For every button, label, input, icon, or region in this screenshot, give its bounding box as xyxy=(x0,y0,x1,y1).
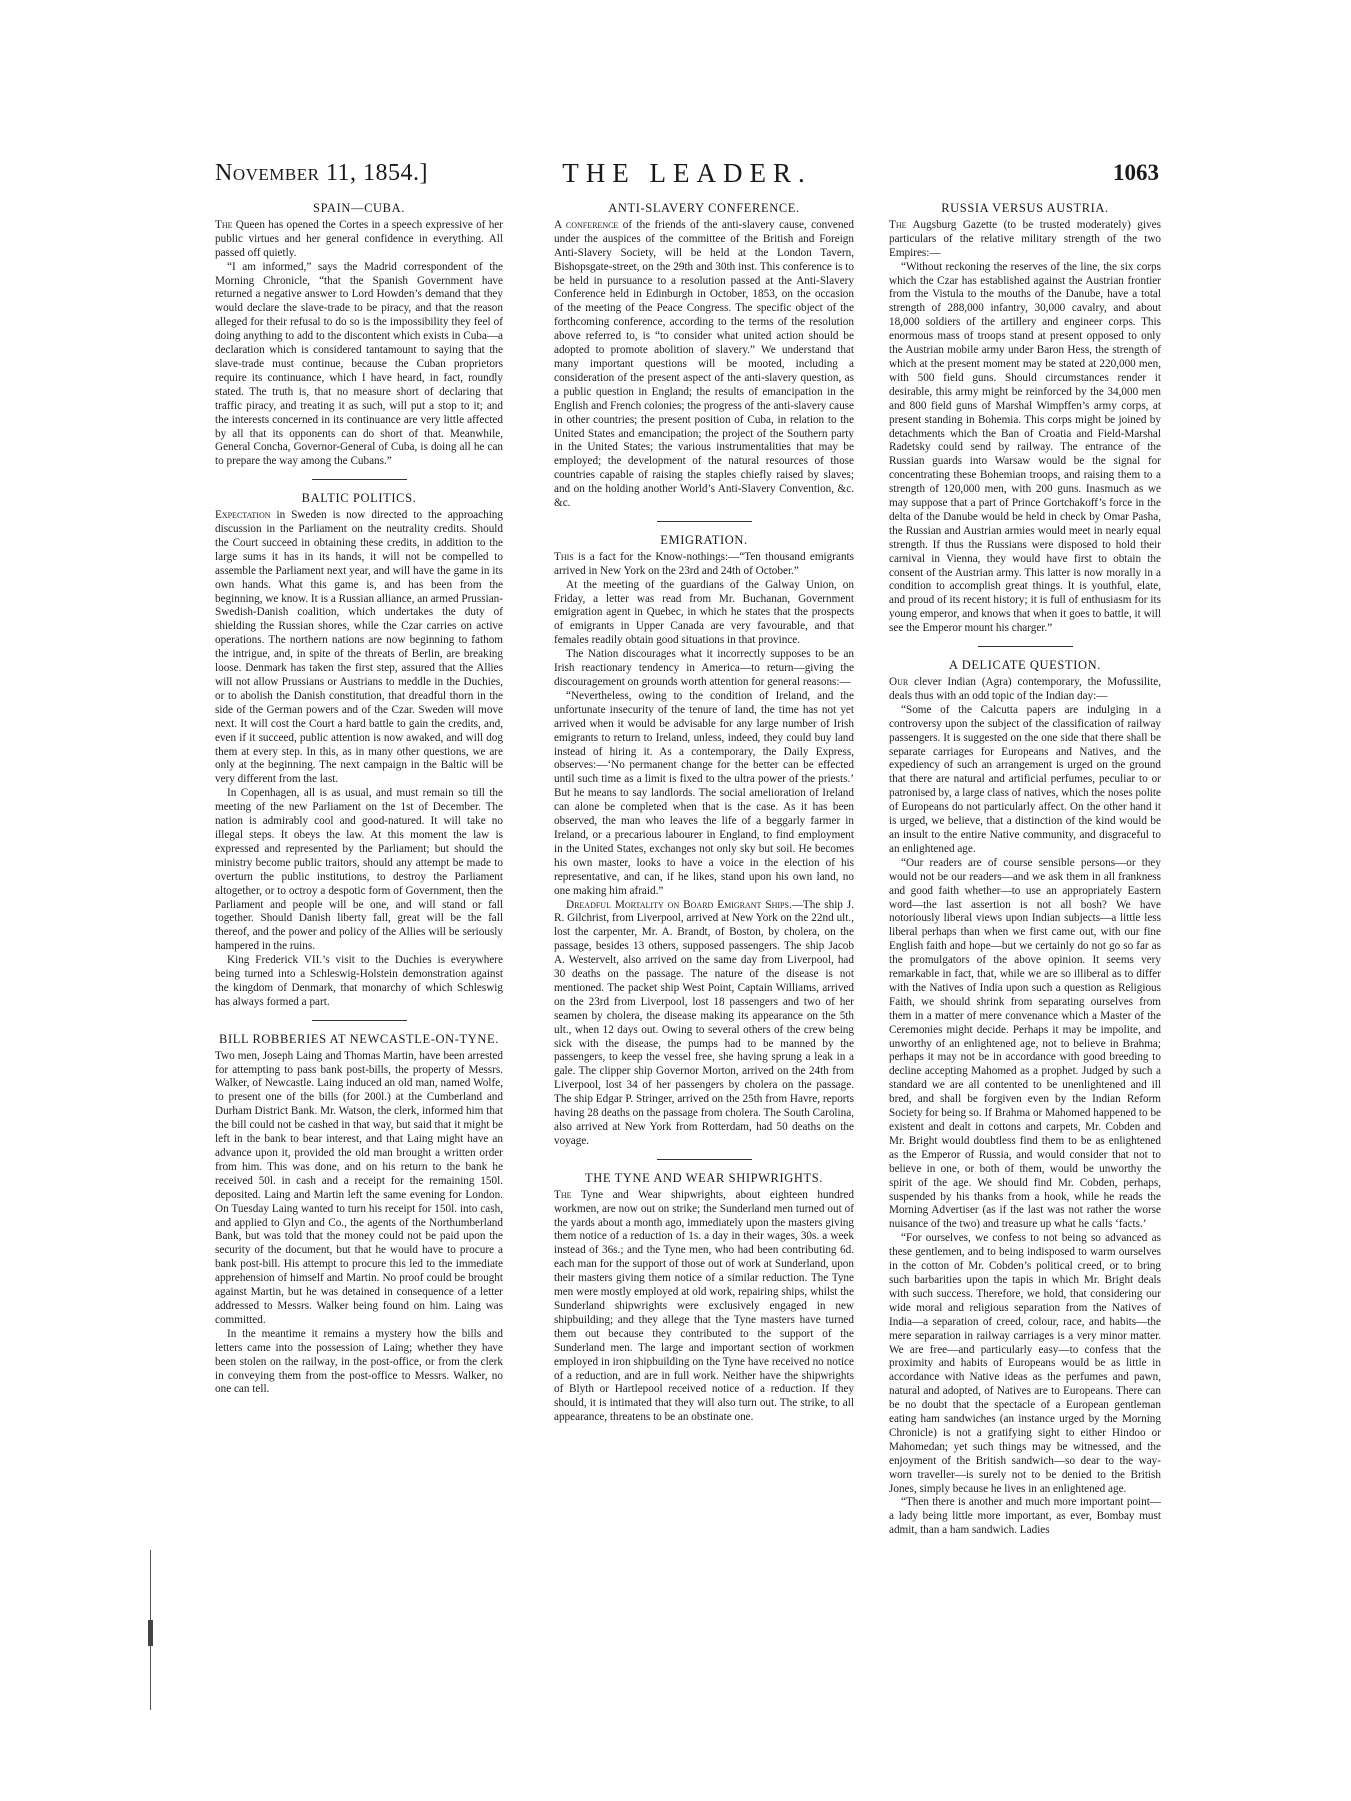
article-paragraph: In the meantime it remains a mystery how the bills and letters came into the possession of Laing; whether they have been stolen on the railway, in the post-office, or from the clerk in conveying them from the post-office to Messrs. Walker, no one can tell. xyxy=(215,1327,503,1396)
article-quote: “For ourselves, we confess to not being so advanced as these gentlemen, and to being indisposed to warm ourselves in the cotton of Mr. Cobden’s political creed, or to bring such barbarities upon the tapis in which Mr. Bright deals with such success. Therefore, we hold, that considering our wide moral and religious separation from the Natives of India—a separation of creed, colour, race, and habits—the mere separation in railway carriages is a very minor matter. We are free—and particularly easy—to confess that the proximity and habits of Europeans would be as little in accordance with Native ideas as the perfumes and pawn, natural and adopted, of Natives are to Europeans. There can be no doubt that the spectacle of a European gentleman eating ham sandwiches (an instance urged by the Morning Chronicle) is not a gratifying sight to either Hindoo or Mahomedan; yet such things may be witnessed, and the enjoyment of the British sandwich—so dear to the way-worn traveller—is surely not to be denied to the British Jones, simply because he lives in an enlightened age. xyxy=(889,1232,1161,1495)
divider xyxy=(312,1020,407,1021)
article-title-tyne: THE TYNE AND WEAR SHIPWRIGHTS. xyxy=(584,1170,824,1185)
divider xyxy=(657,1159,752,1160)
article-paragraph: A conference of the friends of the anti-slavery cause, convened under the auspices of the committee of the British and Foreign Anti-Slavery Society, will be held at the London Tavern, Bishopsgate-street, on the 29th and 30th inst. This conference is to be held in pursuance to a resolution passed at the Anti-Slavery Conference held in Edinburgh in October, 1853, on the occasion of the meeting of the Peace Congress. The specific object of the forthcoming conference, according to the terms of the resolution above referred to, is “to consider what united action should be adopted to promote abolition of slavery.” We understand that many important questions will be mooted, including a consideration of the present aspect of the anti-slavery question, as a public question in England; the results of emancipation in the English and French colonies; the progress of the anti-slavery cause in other countries; the present position of Cuba, in relation to the United States and emancipation; the project of the Southern party in the United States; the various instrumentalities that may be employed; the development of the natural resources of those countries capable of raising the staples chiefly raised by slaves; and on the holding another World’s Anti-Slavery Convention, &c. &c. xyxy=(554,218,854,510)
margin-mark-blot xyxy=(148,1620,153,1646)
article-quote: “Then there is another and much more important point—a lady being little more important, as ever, Bombay must admit, than a ham sandwich. Ladies xyxy=(889,1496,1161,1537)
article-paragraph: Expectation in Sweden is now directed to the approaching discussion in the Parliament on the neutrality credits. Should the Court succeed in obtaining these credits, in addition to the large sums it has in its hands, it will not be compelled to assemble the Parliament next year, and will have the game in its own hands. What this game is, and has been from the beginning, we know. It is a Russian alliance, an armed Prussian-Swedish-Danish coalition, which undertakes the duty of shielding the Russian shores, while the Czar carries on active operations. The northern nations are now beginning to fathom the intrigue, and, in spite of the threats of Berlin, are breaking loose. Denmark has taken the first step, assured that the Allies will not allow Prussians or Austrians to meddle in the Duchies, or to abolish the Danish constitution, that dreadful thorn in the side of the German powers and of the Czar. Sweden will move next. It will cost the Court a hard battle to gain the credits, and, even if it succeed, public attention is now awaked, and will dog them at every step. In this, as in many other questions, we are only at the beginning. The next campaign in the Baltic will be very different from the last. xyxy=(215,509,503,786)
article-paragraph: At the meeting of the guardians of the Galway Union, on Friday, a letter was read from Mr. Buchanan, Government emigration agent in Quebec, in which he states that the prospects of emigrants in Upper Canada are very favourable, and that females readily obtain good situations in that province. xyxy=(554,578,854,647)
article-paragraph: The Tyne and Wear shipwrights, about eighteen hundred workmen, are now out on strike; the Sunderland men turned out of the yards about a month ago, immediately upon the masters giving them notice of a reduction of 1s. a day in their wages, 30s. a week instead of 36s.; and the Tyne men, who had been contributing 6d. each man for the support of those out of work at Sunderland, upon their masters giving them notice of a similar reduction. The Tyne men were mostly employed at old work, repairing ships, whilst the Sunderland shipwrights were exclusively engaged in new shipbuilding; and they allege that the Tyne masters have turned them out because they contributed to the support of the Sunderland men. The large and important section of workmen employed in iron shipbuilding on the Tyne have received no notice of a reduction, and are in full work. Neither have the shipwrights of Blyth or Hartlepool received notice of a reduction. If they should, it is intimated that they will also turn out. The strike, to all appearance, threatens to be an obstinate one. xyxy=(554,1188,854,1424)
article-title-russia: RUSSIA VERSUS AUSTRIA. xyxy=(941,201,1109,215)
column-right xyxy=(889,202,1161,1538)
article-quote: “Some of the Calcutta papers are indulging in a controversy upon the subject of the classification of railway passengers. It is suggested on the one side that there shall be separate carriages for Europeans and Natives, and the expediency of such an arrangement is urged on the ground that there are natural and artificial perfumes, peculiar to or patronised by, a large class of natives, which the noses polite of Europeans do not particularly affect. On the other hand it is urged, we believe, that a distinction of the kind would be an insult to the entire Native community, and disgraceful to an enlightened age. xyxy=(889,703,1161,855)
article-paragraph: Our clever Indian (Agra) contemporary, the Mofussilite, deals thus with an odd topic of the Indian day:— xyxy=(889,676,1161,702)
newspaper-title: THE LEADER. xyxy=(562,158,812,188)
column-left xyxy=(215,202,503,1397)
article-paragraph: This is a fact for the Know-nothings:—“Ten thousand emigrants arrived in New York on the 23rd and 24th of October.” xyxy=(554,550,854,577)
article-paragraph: The Augsburg Gazette (to be trusted moderately) gives particulars of the relative military strength of the two Empires:— xyxy=(889,218,1161,259)
article-paragraph: Dreadful Mortality on Board Emigrant Ships.—The ship J. R. Gilchrist, from Liverpool, arrived at New York on the 22nd ult., lost the carpenter, Mr. A. Brandt, of Boston, by cholera, on the passage, besides 13 others, supposed passengers. The ship Jacob A. Westervelt, also arrived on the same day from Liverpool, had 30 deaths on the passage. The nature of the disease is not mentioned. The packet ship West Point, Captain Williams, arrived on the 23rd from Liverpool, lost 18 passengers and two of her seamen by cholera, the disease making its appearance on the 5th ult., when 12 days out. Owing to several others of the crew being sick with the disease, the pumps had to be manned by the passengers, to keep the vessel free, she having sprung a leak in a gale. The clipper ship Governor Morton, arrived on the 24th from Liverpool, lost 34 of her passengers by cholera on the passage. The ship Edgar P. Stringer, arrived on the 25th from Havre, reports having 28 deaths on the passage from cholera. The South Carolina, also arrived at New York from Rotterdam, had 50 deaths on the voyage. xyxy=(554,898,854,1147)
issue-date: November 11, 1854.] xyxy=(215,160,429,186)
divider xyxy=(657,521,752,522)
divider xyxy=(978,646,1073,647)
article-quote: “Nevertheless, owing to the condition of Ireland, and the unfortunate insecurity of the tenure of land, the time has not yet arrived when it would be advisable for any large number of Irish emigrants to return to Ireland, unless, indeed, they could buy land instead of hiring it. As a contemporary, the Daily Express, observes:—‘No permanent change for the better can be effected until such time as a limit is fixed to the ultra power of the priests.’ But he means to say landlords. The social amelioration of Ireland can alone be completed when that is the case. As it has been observed, the man who leaves the life of a beggarly farmer in Ireland, or a precarious labourer in England, to find employment in the United States, exchanges not only sky but soil. He becomes his own master, looks to have a voice in the election of his representative, and can, if he likes, stand upon his own land, no one making him afraid.” xyxy=(554,689,854,897)
article-paragraph: King Frederick VII.’s visit to the Duchies is everywhere being turned into a Schleswig-Holstein demonstration against the kingdom of Denmark, that monarchy of which Schleswig has always formed a part. xyxy=(215,954,503,1008)
article-title-spain: SPAIN—CUBA. xyxy=(313,201,405,215)
article-paragraph: The Nation discourages what it incorrectly supposes to be an Irish reactionary tendency in America—to return—giving the discouragement on grounds worth attention for general reasons:— xyxy=(554,648,854,688)
article-paragraph: “I am informed,” says the Madrid correspondent of the Morning Chronicle, “that the Spanish Government have returned a negative answer to Lord Howden’s demand that they would declare the slave-trade to be piracy, and that the reason alleged for their refusal to do so is the impossibility they feel of doing anything to add to the discontent which exists in Cuba—a declaration which is considered tantamount to saying that the slave-trade must continue, because the Cuban proprietors require its continuance, which I have heard, in fact, roundly stated. The truth is, that no measure short of declaring that traffic piracy, and treating it as such, will put a stop to it; and the interests concerned in its continuance are very little affected by all that its opponents can do short of that. Meanwhile, General Concha, Governor-General of Cuba, is doing all he can to prepare the way among the Cubans.” xyxy=(215,260,503,468)
article-quote: “Our readers are of course sensible persons—or they would not be our readers—and we ask them in all frankness and good faith whether—to use an appropriately Eastern word—the last assertion is not all bosh? We have notoriously liberal views upon Indian subjects—a little less liberal perhaps than when we first came out, with our fine English faith and hope—but we certainly do not go so far as the promulgators of the above opinion. It seems very remarkable in fact, that, while we are so illiberal as to differ with the Natives of India upon such a question as Religious Faith, we should shrink from separating ourselves from them in a matter of mere convenance which a Master of the Ceremonies might decide. Perhaps it may be impolite, and unworthy of an enlightened age, not to believe in Brahma; perhaps it may not be in accordance with good breeding to decline accepting Mahomed as a prophet. Judged by such a standard we are all contented to be unenlightened and ill bred, and shall be forgiven even by the Indian Reform Society for being so. If Brahma or Mahomed happened to be existent and dealt in cottons and carpets, Mr. Cobden and Mr. Bright would doubtless find them to be as enlightened as the Emperor of Russia, and would consider that not to believe in one, or both of them, would be unworthy the spirit of the age. We should find Mr. Cobden, perhaps, suspended by his thanks from a hook, while he reads the Morning Advertiser (as if the last was not rather the worse nuisance of the two) and treasure up what he calls ‘facts.’ xyxy=(889,856,1161,1231)
article-paragraph: Two men, Joseph Laing and Thomas Martin, have been arrested for attempting to pass bank post-bills, the property of Messrs. Walker, of Newcastle. Laing induced an old man, named Wolfe, to present one of the bills (for 200l.) at the Cumberland and Durham District Bank. Mr. Watson, the clerk, informed him that the bill could not be cashed in that way, but said that it might be left in the bank to bear interest, and that Laing might have an advance upon it, provided the old man brought a written order from him. This was done, and on his return to the bank he received 50l. in cash and a receipt for the remaining 150l. deposited. Laing and Martin left the same evening for London. On Tuesday Laing wanted to turn his receipt for 150l. into cash, and applied to Glyn and Co., the agents of the Northumberland Bank, but was told that the money could not be paid upon the security of the document, but that he would have to procure a bank post-bill. His attempt to procure this led to the immediate apprehension of himself and Martin. No proof could be brought against Martin, but he was detained in consequence of a letter addressed to Messrs. Walker being found on him. Laing was committed. xyxy=(215,1049,503,1326)
article-title-baltic: BALTIC POLITICS. xyxy=(301,491,417,506)
article-title-delicate: A DELICATE QUESTION. xyxy=(949,658,1101,673)
article-paragraph: The Queen has opened the Cortes in a speech expressive of her public virtues and her general confidence in everything. All passed off quietly. xyxy=(215,218,503,259)
article-title-emigration: EMIGRATION. xyxy=(660,532,748,547)
article-title-anti-slavery: ANTI-SLAVERY CONFERENCE. xyxy=(608,201,800,215)
column-middle xyxy=(554,202,854,1425)
article-quote: “Without reckoning the reserves of the line, the six corps which the Czar has established against the Austrian frontier from the Vistula to the mouths of the Danube, have a total strength of 288,000 infantry, 30,000 cavalry, and about 18,000 soldiers of the artillery and engineer corps. This enormous mass of troops stand at present opposed to only the Austrian mobile army under Baron Hess, the strength of which at the present moment may be stated at 220,000 men, with 500 field guns. Should circumstances render it desirable, this army might be reinforced by the 34,000 men and 800 field guns of Marshal Wimpffen’s army corps, at present standing in Bohemia. This corps might be joined by detachments which the Ban of Croatia and Field-Marshal Radetsky could send by railway. The entrance of the Russian guards into Warsaw would be the signal for concentrating these Bohemian troops, and raising them to a strength of 120,000 men, with 200 guns. Inasmuch as we may suppose that a part of Prince Gortchakoff’s force in the delta of the Danube would be held in check by Omar Pasha, the Russian and Austrian armies would meet in nearly equal strength. If thus the Russians were disposed to hold their carnival in Vienna, they would have first to obtain the consent of the Austrian army. This latter is now morally in a condition to accomplish great things. It is youthful, elate, and proud of its recent history; it is full of enthusiasm for its young emperor, and knows that when it goes to battle, it will see the Emperor mount his charger.” xyxy=(889,260,1161,635)
masthead xyxy=(215,160,1159,196)
page-number: 1063 xyxy=(1113,160,1159,185)
article-paragraph: In Copenhagen, all is as usual, and must remain so till the meeting of the new Parliament on the 1st of December. The nation is admirably cool and good-natured. It will take no illegal steps. It obeys the law. At this moment the law is expressed and represented by the Parliament; but should the ministry become public traitors, should any attempt be made to overturn the public institutions, to destroy the Parliament altogether, or to octroy a despotic form of Government, then the Parliament and people will be one, and will stand or fall together. Should Danish liberty fall, great will be the fall thereof, and the power and policy of the Allies will be seriously hampered in the ruins. xyxy=(215,787,503,953)
article-title-bill: BILL ROBBERIES AT NEWCASTLE-ON-TYNE. xyxy=(219,1031,499,1046)
divider xyxy=(312,479,407,480)
